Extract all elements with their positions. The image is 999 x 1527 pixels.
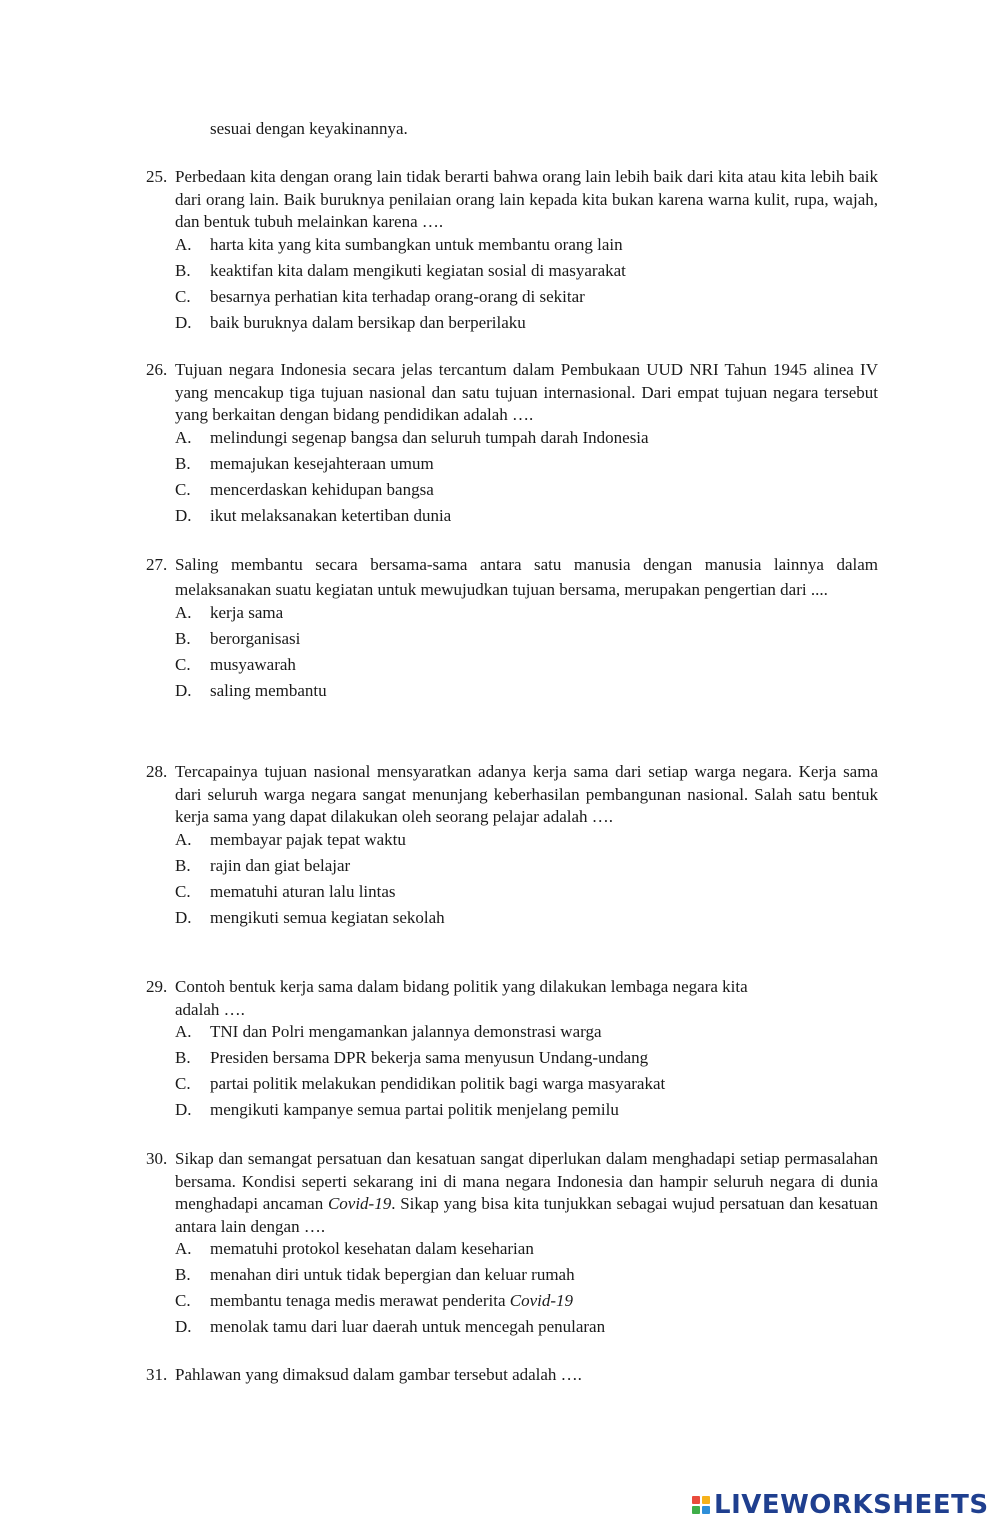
question-stem: Pahlawan yang dimaksud dalam gambar tersebut adalah …. [175,1365,582,1384]
question-30 [146,1148,878,1342]
question-stem: Saling membantu secara bersama-sama antara satu manusia dengan manusia lainnya dalam melaksanakan suatu kegiatan untuk mewujudkan tujuan bersama, merupakan pengertian dari .... [175,555,878,599]
option-b[interactable]: B. rajin dan giat belajar [175,855,351,875]
question-stem-line: Contoh bentuk kerja sama dalam bidang politik yang dilakukan lembaga negara kita [175,977,748,996]
question-29 [146,976,878,1125]
option-list [175,1238,878,1342]
option-b[interactable]: B. Presiden bersama DPR bekerja sama menyusun Undang-undang [175,1048,649,1067]
liveworksheets-logo[interactable] [692,1490,989,1520]
option-c[interactable]: C. musyawarah [175,655,296,674]
option-list [175,829,878,933]
option-b[interactable]: B. memajukan kesejahteraan umum [175,453,434,473]
question-number: 27. [146,555,168,574]
option-a[interactable]: A. harta kita yang kita sumbangkan untuk membantu orang lain [175,234,623,254]
question-28 [146,761,878,933]
question-26 [146,359,878,531]
option-d[interactable]: D. mengikuti semua kegiatan sekolah [175,907,445,927]
option-a[interactable]: A. TNI dan Polri mengamankan jalannya demonstrasi warga [175,1022,602,1041]
logo-square-icon [692,1506,700,1514]
option-d[interactable]: D. saling membantu [175,681,327,700]
question-31 [146,1364,582,1386]
logo-grid-icon [692,1496,710,1514]
logo-square-icon [702,1506,710,1514]
option-a[interactable]: A. membayar pajak tepat waktu [175,829,406,849]
option-c[interactable]: C. besarnya perhatian kita terhadap orang-orang di sekitar [175,286,585,306]
option-b[interactable]: B. menahan diri untuk tidak bepergian dan keluar rumah [175,1265,575,1284]
option-a[interactable]: A. mematuhi protokol kesehatan dalam keseharian [175,1239,534,1258]
option-list [175,602,878,706]
option-d[interactable]: D. ikut melaksanakan ketertiban dunia [175,505,452,525]
option-c[interactable]: C. mematuhi aturan lalu lintas [175,881,396,901]
question-stem: Perbedaan kita dengan orang lain tidak berarti bahwa orang lain lebih baik dari kita atau kita lebih baik dari orang lain. Baik buruknya penilaian orang lain kepada kita bukan karena warna kulit, rupa, wajah, dan bentuk tubuh melainkan karena …. [175,167,878,231]
logo-square-icon [692,1496,700,1504]
question-number: 29. [146,977,168,996]
option-a[interactable]: A. kerja sama [175,603,284,622]
logo-text: LIVEWORKSHEETS [714,1490,989,1520]
option-c[interactable]: C. membantu tenaga medis merawat penderita Covid-19 [175,1291,574,1310]
question-stem: Tujuan negara Indonesia secara jelas tercantum dalam Pembukaan UUD NRI Tahun 1945 alinea IV yang mencakup tiga tujuan nasional dan satu tujuan internasional. Dari empat tujuan negara tersebut yang berkaitan dengan bidang pendidikan adalah …. [175,360,878,424]
question-number: 25. [146,167,168,186]
question-number: 31. [146,1365,168,1384]
option-d[interactable]: D. mengikuti kampanye semua partai politik menjelang pemilu [175,1100,619,1119]
question-25 [146,166,878,338]
question-stem [175,976,878,1021]
option-d[interactable]: D. menolak tamu dari luar daerah untuk mencegah penularan [175,1317,606,1336]
option-list [175,427,878,531]
question-number: 30. [146,1149,168,1168]
question-stem-line: adalah …. [175,999,245,1019]
option-b[interactable]: B. keaktifan kita dalam mengikuti kegiatan sosial di masyarakat [175,260,626,280]
option-b[interactable]: B. berorganisasi [175,629,301,648]
logo-square-icon [702,1496,710,1504]
question-stem: Tercapainya tujuan nasional mensyaratkan adanya kerja sama dari setiap warga negara. Kerja sama dari seluruh warga negara sangat menunjang keberhasilan pembangunan nasional. Salah satu bentuk kerja sama yang dapat dilakukan oleh seorang pelajar adalah …. [175,762,878,826]
question-stem: Sikap dan semangat persatuan dan kesatuan sangat diperlukan dalam menghadapi setiap permasalahan bersama. Kondisi seperti sekarang ini di mana negara Indonesia dan hampir seluruh negara di dunia menghadapi ancaman Covid-19. Sikap yang bisa kita tunjukkan sebagai wujud persatuan dan kesatuan antara lain dengan …. [175,1149,878,1236]
question-number: 28. [146,762,168,781]
option-c[interactable]: C. partai politik melakukan pendidikan politik bagi warga masyarakat [175,1074,666,1093]
option-d[interactable]: D. baik buruknya dalam bersikap dan berperilaku [175,312,526,332]
question-number: 26. [146,360,168,379]
option-a[interactable]: A. melindungi segenap bangsa dan seluruh tumpah darah Indonesia [175,427,649,447]
option-list [175,234,878,338]
option-list [175,1021,878,1125]
option-c[interactable]: C. mencerdaskan kehidupan bangsa [175,479,434,499]
continuation-text: sesuai dengan keyakinannya. [210,119,408,138]
question-27 [146,552,878,706]
